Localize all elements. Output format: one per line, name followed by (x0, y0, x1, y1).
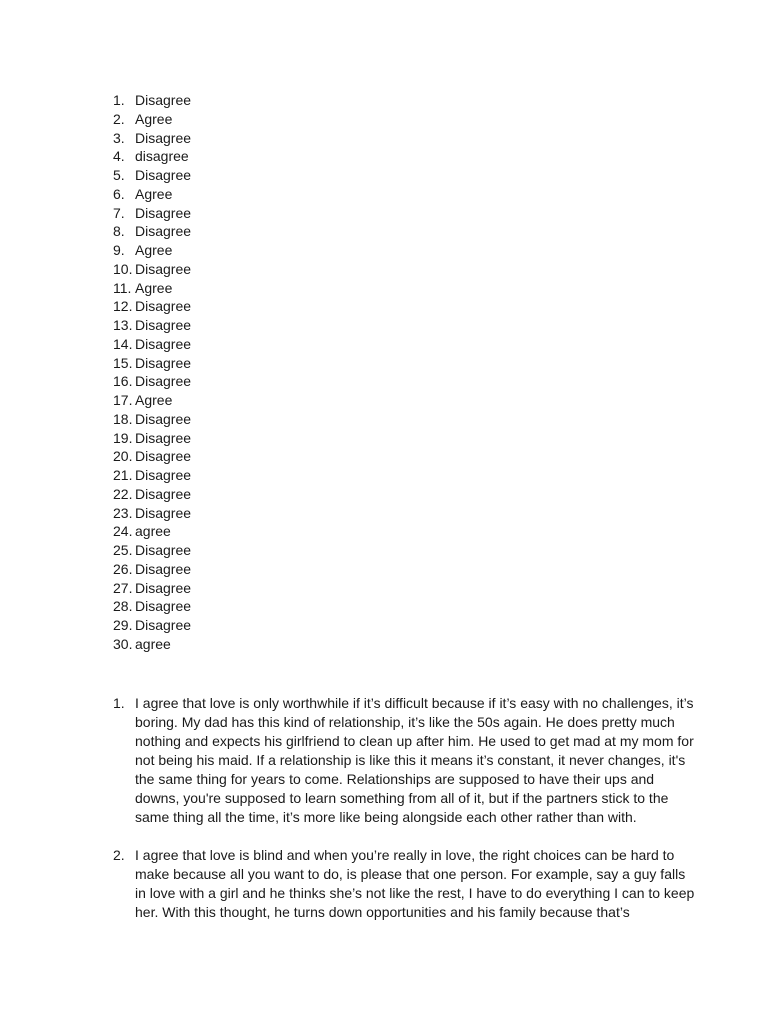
answer-number: 4. (113, 148, 125, 165)
answer-item (113, 241, 191, 260)
answer-number: 2. (113, 110, 125, 127)
essay-number: 2. (113, 847, 125, 863)
answer-number: 26. (113, 560, 133, 577)
answer-item (113, 579, 191, 598)
answer-item (113, 447, 191, 466)
answer-number: 23. (113, 504, 133, 521)
answer-item (113, 522, 191, 541)
answer-text: Agree (135, 242, 173, 258)
essay-paragraph: I agree that love is blind and when you’re really in love, the right choices can be hard to make because all you want to do, is please that one person. For example, say a guy falls in love with a girl and he thinks she’s not like the rest, I have to do everything I can to keep her. With this thought, he turns down opportunities and his family because that’s (135, 847, 695, 920)
answer-item (113, 391, 191, 410)
answer-number: 3. (113, 129, 125, 146)
answer-text: Disagree (135, 542, 192, 558)
answer-number: 25. (113, 542, 133, 558)
answer-item (113, 466, 191, 485)
answer-text: Disagree (135, 317, 192, 333)
answer-text: Disagree (135, 204, 192, 221)
answer-text: Agree (135, 185, 173, 202)
answer-text: Disagree (135, 467, 192, 483)
answer-number: 9. (113, 242, 125, 258)
answer-number: 12. (113, 298, 133, 315)
answer-item (113, 204, 191, 223)
answer-text: Disagree (135, 354, 192, 371)
answer-item (113, 129, 191, 148)
answer-text: Disagree (135, 260, 192, 277)
answer-text: Disagree (135, 429, 192, 446)
answer-number: 15. (113, 354, 133, 371)
answer-item (113, 560, 191, 579)
answer-text: Disagree (135, 617, 192, 633)
answer-text: Disagree (135, 167, 192, 183)
answer-text: Disagree (135, 298, 192, 315)
answer-item (113, 147, 191, 166)
answer-number: 10. (113, 260, 133, 277)
answer-text: Agree (135, 110, 173, 127)
answer-text: Disagree (135, 373, 192, 390)
answer-number: 20. (113, 448, 133, 465)
answer-number: 17. (113, 392, 133, 408)
answer-number: 8. (113, 223, 125, 240)
answer-number: 18. (113, 410, 133, 427)
answer-item (113, 635, 191, 654)
answer-text: Agree (135, 392, 173, 408)
answer-item (113, 354, 191, 373)
answer-text: agree (135, 635, 171, 652)
answer-item (113, 504, 191, 523)
answer-text: Disagree (135, 579, 192, 596)
answer-number: 19. (113, 429, 133, 446)
answer-item (113, 260, 191, 279)
answer-number: 22. (113, 485, 133, 502)
answer-item (113, 222, 191, 241)
answer-item (113, 279, 191, 298)
answer-item (113, 429, 191, 448)
answer-item (113, 316, 191, 335)
answer-number: 1. (113, 92, 125, 108)
answer-item (113, 185, 191, 204)
answer-text: Agree (135, 279, 173, 296)
essay-item (113, 846, 698, 922)
answer-text: Disagree (135, 485, 192, 502)
answer-number: 16. (113, 373, 133, 390)
answer-item (113, 485, 191, 504)
answer-text: Disagree (135, 92, 192, 108)
answer-text: Disagree (135, 223, 192, 240)
answer-number: 14. (113, 335, 133, 352)
answer-text: Disagree (135, 448, 192, 465)
answer-item (113, 110, 191, 129)
answer-number: 5. (113, 167, 125, 183)
answer-text: agree (135, 523, 171, 540)
answer-item (113, 616, 191, 635)
answer-number: 29. (113, 617, 133, 633)
answer-number: 21. (113, 467, 133, 483)
answer-text: Disagree (135, 504, 192, 521)
answer-number: 30. (113, 635, 133, 652)
answer-number: 7. (113, 204, 125, 221)
answer-number: 27. (113, 579, 133, 596)
answer-text: Disagree (135, 410, 192, 427)
answer-number: 6. (113, 185, 125, 202)
answer-item (113, 166, 191, 185)
answer-number: 28. (113, 598, 133, 615)
answer-text: Disagree (135, 598, 192, 615)
answer-item (113, 372, 191, 391)
answer-text: disagree (135, 148, 189, 165)
answer-number: 24. (113, 523, 133, 540)
answer-item (113, 297, 191, 316)
answer-number: 11. (113, 279, 132, 296)
essay-list (113, 694, 698, 941)
answer-text: Disagree (135, 335, 192, 352)
essay-item (113, 694, 698, 827)
answer-item (113, 335, 191, 354)
answer-list (113, 91, 191, 654)
essay-paragraph: I agree that love is only worthwhile if it’s difficult because if it’s easy with no challenges, it’s boring. My dad has this kind of relationship, it’s like the 50s again. He does pretty much nothing and expects his girlfriend to clean up after him. He used to get mad at my mom for not being his maid. If a relationship is like this it means it’s constant, it never changes, it's the same thing for years to come. Relationships are supposed to have their ups and downs, you're supposed to learn something from all of it, but if the partners stick to the same thing all the time, it’s more like being alongside each other rather than with. (135, 695, 694, 825)
answer-text: Disagree (135, 129, 192, 146)
answer-text: Disagree (135, 560, 192, 577)
answer-item (113, 541, 191, 560)
answer-item (113, 410, 191, 429)
essay-number: 1. (113, 695, 125, 711)
answer-item (113, 597, 191, 616)
answer-number: 13. (113, 317, 133, 333)
answer-item (113, 91, 191, 110)
